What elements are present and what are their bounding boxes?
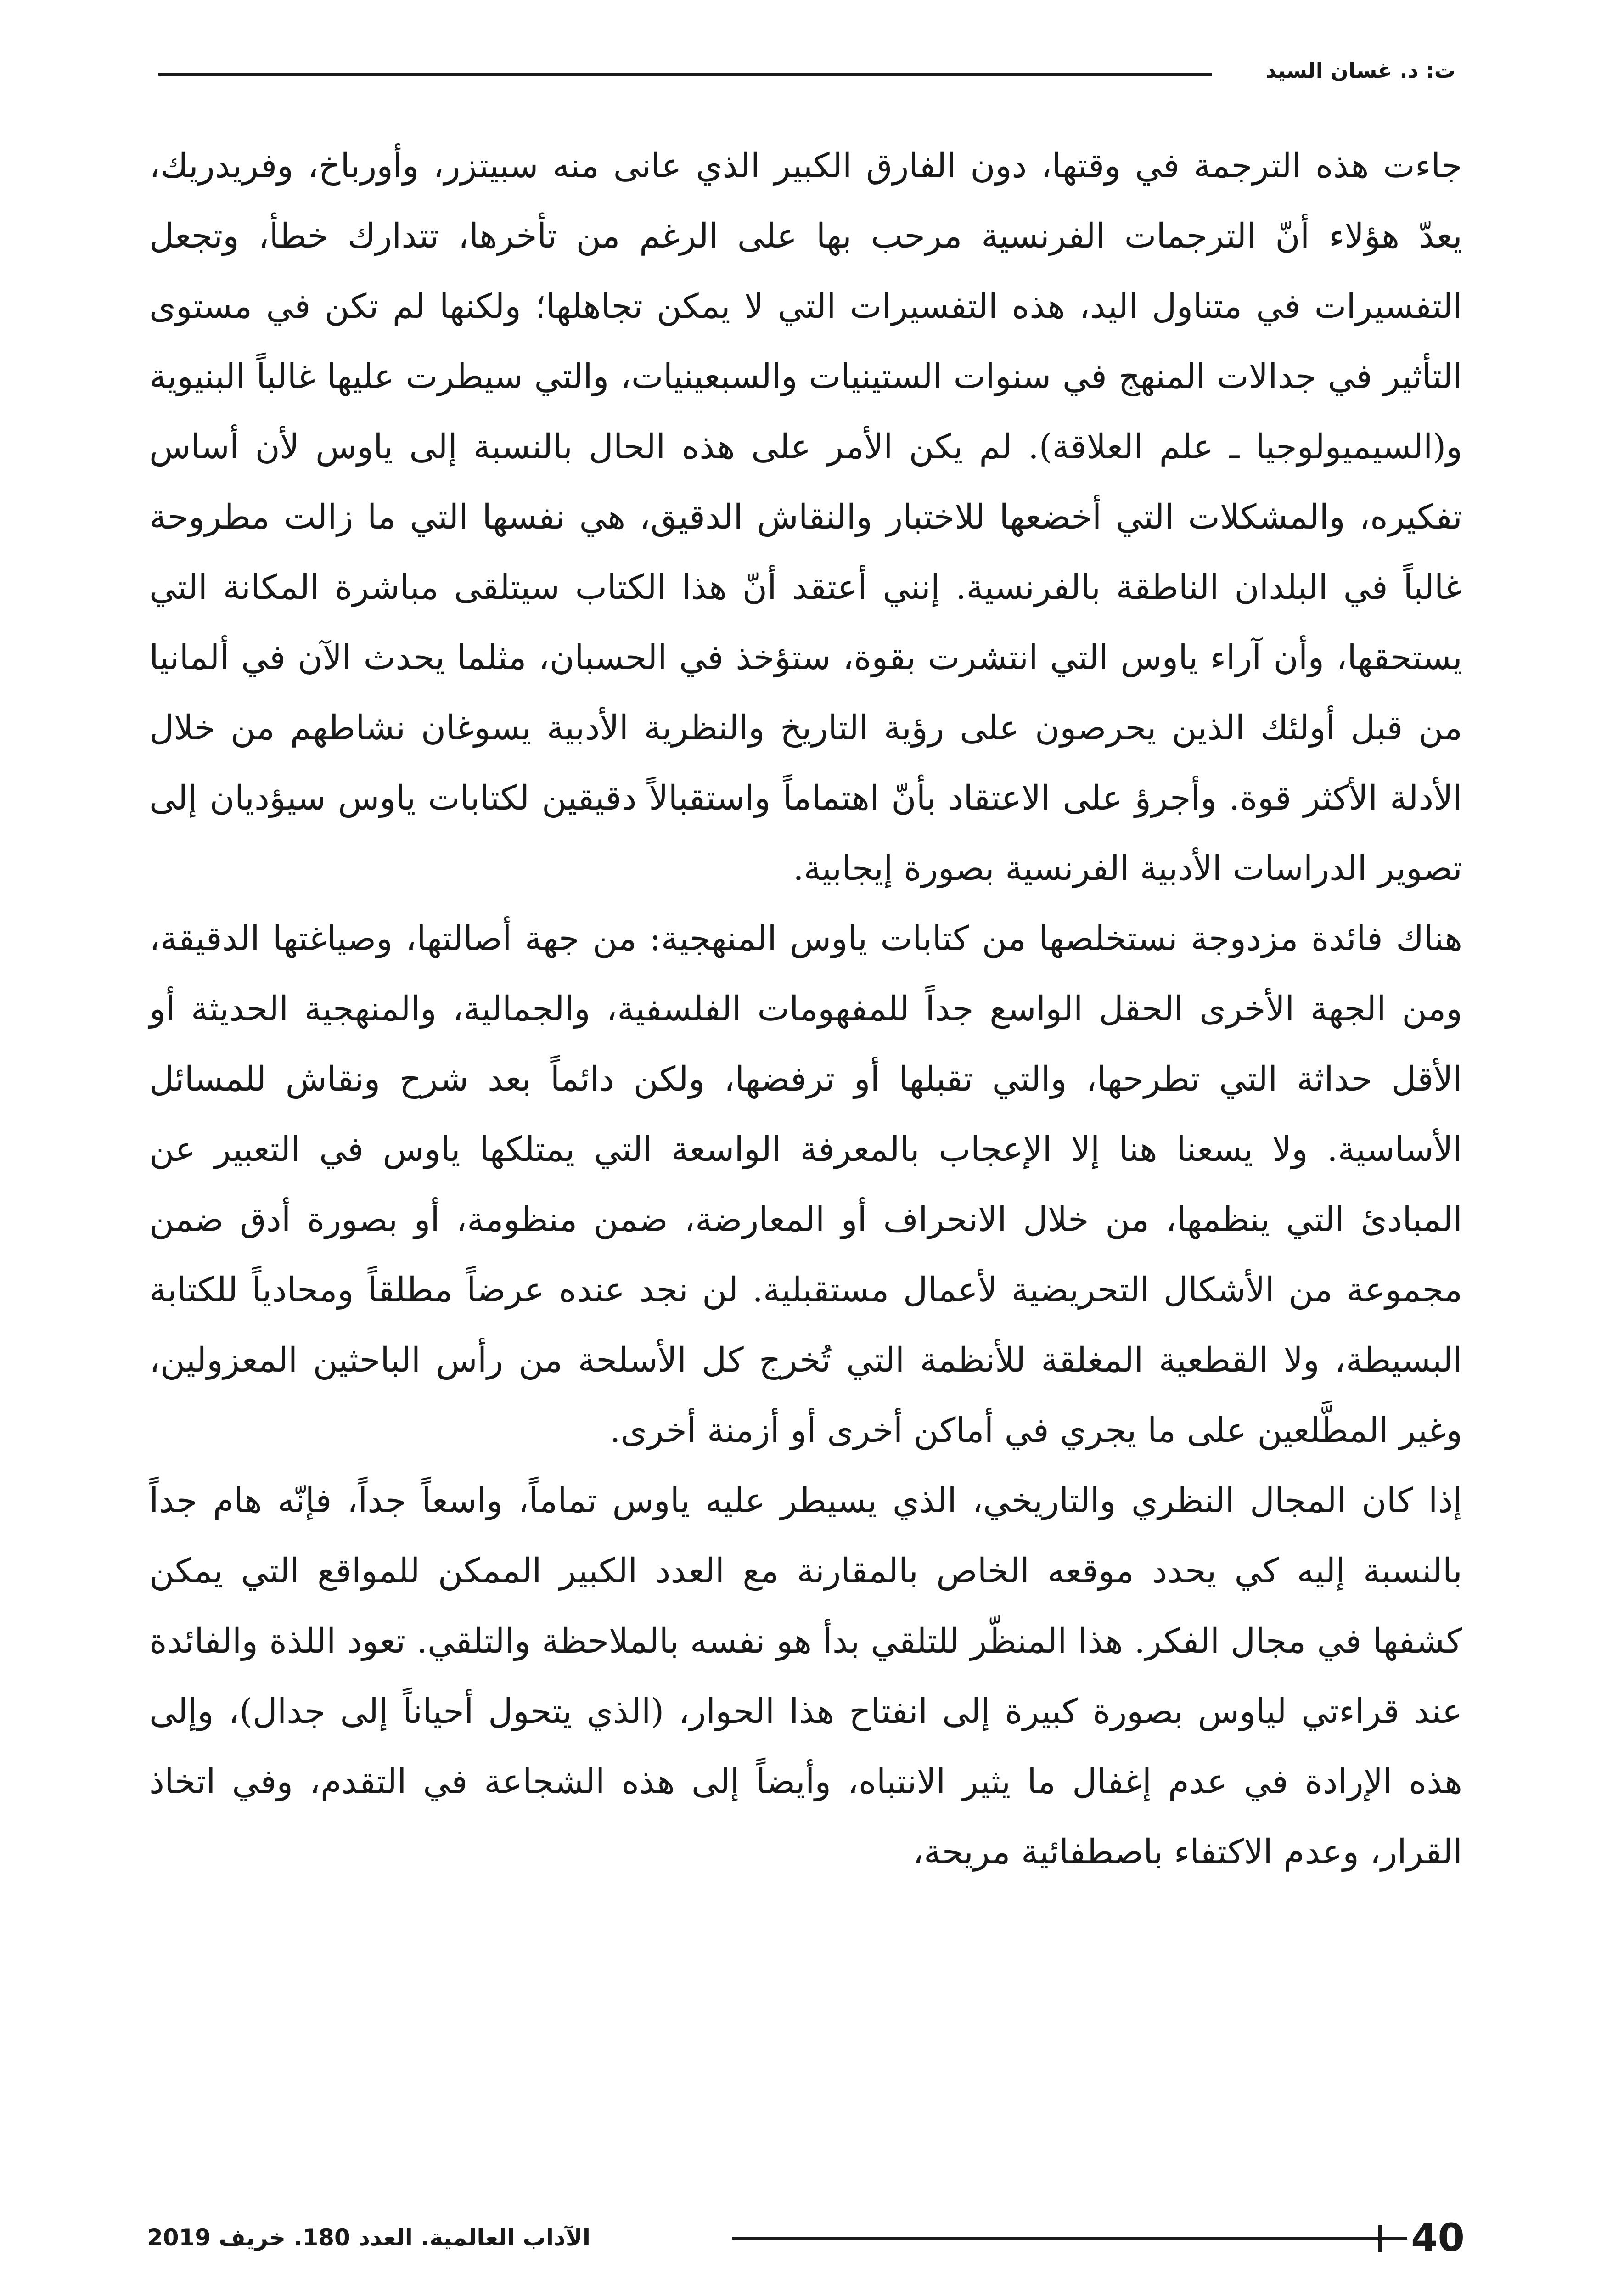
body-text <box>149 131 1462 1887</box>
page-footer <box>147 2212 1465 2263</box>
header-rule <box>158 73 1212 76</box>
paragraph-1: جاءت هذه الترجمة في وقتها، دون الفارق الكبير الذي عانى منه سبيتزر، وأورباخ، وفريدريك، يعدّ هؤلاء أنّ الترجمات الفرنسية مرحب بها على الرغم من تأخرها، تتدارك خطأ، وتجعل التفسيرات في متناول اليد، هذه التفسيرات التي لا يمكن تجاهلها؛ ولكنها لم تكن في مستوى التأثير في جدالات المنهج في سنوات الستينيات والسبعينيات، والتي سيطرت عليها غالباً البنيوية و(السيميولوجيا ـ علم العلاقة). لم يكن الأمر على هذه الحال بالنسبة إلى ياوس لأن أساس تفكيره، والمشكلات التي أخضعها للاختبار والنقاش الدقيق، هي نفسها التي ما زالت مطروحة غالباً في البلدان الناطقة بالفرنسية. إنني أعتقد أنّ هذا الكتاب سيتلقى مباشرة المكانة التي يستحقها، وأن آراء ياوس التي انتشرت بقوة، ستؤخذ في الحسبان، مثلما يحدث الآن في ألمانيا من قبل أولئك الذين يحرصون على رؤية التاريخ والنظرية الأدبية يسوغان نشاطهم من خلال الأدلة الأكثر قوة. وأجرؤ على الاعتقاد بأنّ اهتماماً واستقبالاً دقيقين لكتابات ياوس سيؤديان إلى تصوير الدراسات الأدبية الفرنسية بصورة إيجابية. <box>149 146 1462 888</box>
footer-rule <box>732 2237 1407 2240</box>
page-number: 40 <box>1411 2215 1465 2260</box>
journal-info: الآداب العالمية. العدد 180. خريف 2019 <box>147 2224 591 2251</box>
paragraph-3: إذا كان المجال النظري والتاريخي، الذي يسيطر عليه ياوس تماماً، واسعاً جداً، فإنّه هام جداً بالنسبة إليه كي يحدد موقعه الخاص بالمقارنة مع العدد الكبير الممكن للمواقع التي يمكن كشفها في مجال الفكر. هذا المنظّر للتلقي بدأ هو نفسه بالملاحظة والتلقي. تعود اللذة والفائدة عند قراءتي لياوس بصورة كبيرة إلى انفتاح هذا الحوار، (الذي يتحول أحياناً إلى جدال)، وإلى هذه الإرادة في عدم إغفال ما يثير الانتباه، وأيضاً إلى هذه الشجاعة في التقدم، وفي اتخاذ القرار، وعدم الاكتفاء باصطفائية مريحة، <box>149 1481 1462 1872</box>
paragraph-2: هناك فائدة مزدوجة نستخلصها من كتابات ياوس المنهجية: من جهة أصالتها، وصياغتها الدقيقة، ومن الجهة الأخرى الحقل الواسع جداً للمفهومات الفلسفية، والجمالية، والمنهجية الحديثة أو الأقل حداثة التي تطرحها، والتي تقبلها أو ترفضها، ولكن دائماً بعد شرح ونقاش للمسائل الأساسية. ولا يسعنا هنا إلا الإعجاب بالمعرفة الواسعة التي يمتلكها ياوس في التعبير عن المبادئ التي ينظمها، من خلال الانحراف أو المعارضة، ضمن منظومة، أو بصورة أدق ضمن مجموعة من الأشكال التحريضية لأعمال مستقبلية. لن نجد عنده عرضاً مطلقاً ومحادياً للكتابة البسيطة، ولا القطعية المغلقة للأنظمة التي تُخرج كل الأسلحة من رأس الباحثين المعزولين، وغير المطَّلعين على ما يجري في أماكن أخرى أو أزمنة أخرى. <box>149 919 1462 1450</box>
running-header <box>158 54 1455 91</box>
header-author: ت: د. غسان السيد <box>1265 58 1455 83</box>
